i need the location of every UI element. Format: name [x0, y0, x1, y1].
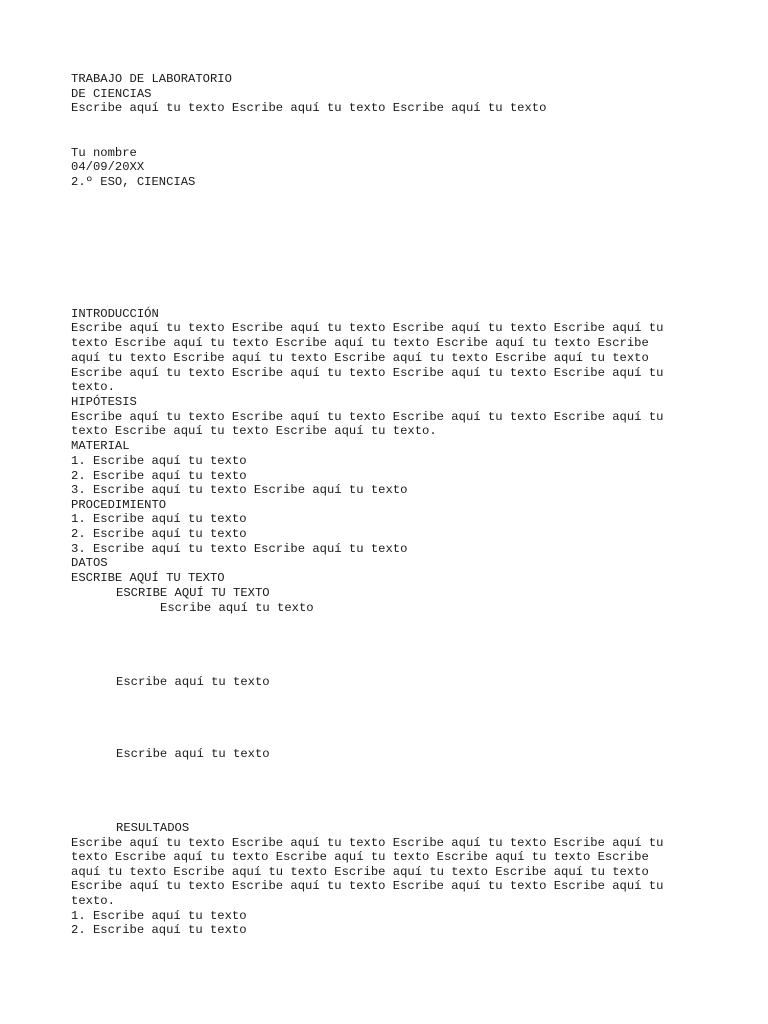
data-line: Escribe aquí tu texto: [116, 675, 270, 689]
data-line: ESCRIBE AQUÍ TU TEXTO: [71, 571, 225, 585]
procedure-item: 3. Escribe aquí tu texto Escribe aquí tu texto: [71, 542, 408, 556]
author-name: Tu nombre: [71, 146, 137, 160]
data-heading: DATOS: [71, 556, 108, 570]
intro-heading: INTRODUCCIÓN: [71, 307, 159, 321]
material-item: 3. Escribe aquí tu texto Escribe aquí tu texto: [71, 483, 408, 497]
results-line: Escribe aquí tu texto Escribe aquí tu texto Escribe aquí tu texto Escribe aquí tu: [71, 879, 664, 893]
document-subtitle: Escribe aquí tu texto Escribe aquí tu texto Escribe aquí tu texto: [71, 101, 547, 115]
intro-line: texto.: [71, 380, 115, 394]
document-title-line-2: DE CIENCIAS: [71, 87, 152, 101]
material-item: 1. Escribe aquí tu texto: [71, 454, 247, 468]
material-heading: MATERIAL: [71, 439, 130, 453]
data-line: ESCRIBE AQUÍ TU TEXTO: [116, 586, 270, 600]
results-line: texto Escribe aquí tu texto Escribe aquí tu texto Escribe aquí tu texto Escribe: [71, 850, 649, 864]
procedure-item: 2. Escribe aquí tu texto: [71, 527, 247, 541]
data-line: Escribe aquí tu texto: [116, 747, 270, 761]
data-line: Escribe aquí tu texto: [160, 601, 314, 615]
intro-line: texto Escribe aquí tu texto Escribe aquí tu texto Escribe aquí tu texto Escribe: [71, 336, 649, 350]
report-date: 04/09/20XX: [71, 160, 145, 174]
intro-line: Escribe aquí tu texto Escribe aquí tu texto Escribe aquí tu texto Escribe aquí tu: [71, 366, 664, 380]
results-line: aquí tu texto Escribe aquí tu texto Escribe aquí tu texto Escribe aquí tu texto: [71, 865, 649, 879]
intro-line: Escribe aquí tu texto Escribe aquí tu texto Escribe aquí tu texto Escribe aquí tu: [71, 321, 664, 335]
hypothesis-line: texto Escribe aquí tu texto Escribe aquí tu texto.: [71, 424, 437, 438]
results-line: texto.: [71, 894, 115, 908]
intro-line: aquí tu texto Escribe aquí tu texto Escribe aquí tu texto Escribe aquí tu texto: [71, 351, 649, 365]
material-item: 2. Escribe aquí tu texto: [71, 469, 247, 483]
course-label: 2.º ESO, CIENCIAS: [71, 175, 196, 189]
results-line: Escribe aquí tu texto Escribe aquí tu texto Escribe aquí tu texto Escribe aquí tu: [71, 836, 664, 850]
results-item: 1. Escribe aquí tu texto: [71, 909, 247, 923]
results-item: 2. Escribe aquí tu texto: [71, 923, 247, 937]
document-title-line-1: TRABAJO DE LABORATORIO: [71, 72, 232, 86]
hypothesis-line: Escribe aquí tu texto Escribe aquí tu texto Escribe aquí tu texto Escribe aquí tu: [71, 410, 664, 424]
procedure-item: 1. Escribe aquí tu texto: [71, 512, 247, 526]
hypothesis-heading: HIPÓTESIS: [71, 395, 137, 409]
procedure-heading: PROCEDIMIENTO: [71, 498, 167, 512]
results-heading: RESULTADOS: [116, 821, 190, 835]
